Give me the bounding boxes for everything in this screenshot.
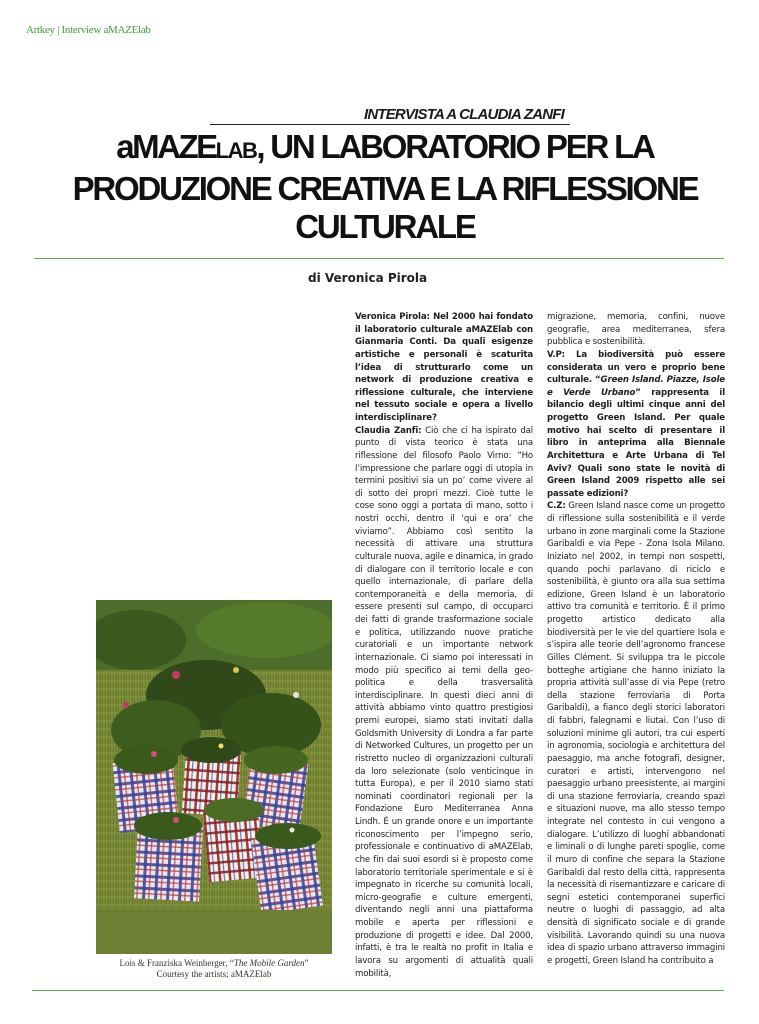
top-divider xyxy=(34,258,724,259)
speaker-label: C.Z: xyxy=(547,501,566,512)
answer-text: Ciò che ci ha ispirato dal punto di vista teorico è stata una riflessione del filosofo Paolo Virno: “Ho l’impressione che parlare oggi di utopia in termini positivi sia un po’ come vivere al di sotto dei propri mezzi. Cioè tutte le cose sono oggi a portata di mano, sotto i nostri occhi, dentro il ‘qui e ora’ che viviamo”. Abbiamo così sentito la necessità di attivare una struttura culturale nuova, agile e dinamica, in grado di dialogare con il territorio locale e con quello internazionale, di parlare della contemporaneità e della memoria, di essere presenti sul campo, di occuparci dei fatti di grande trasformazione sociale e politica, utilizzando nuove pratiche curatoriali e un importante network internazionale. Ci siamo poi interessati in modo più specifico ai temi della geo-politica e della trasversalità interdisciplinare. In questi dieci anni di attività abbiamo vinto quattro prestigiosi premi europei, siamo stati invitati dalla Goldsmith University di Londra a far parte di Networked Cultures, un progetto per un ristretto nucleo di organizzazioni culturali da loro selezionate (solo venticinque in tutta Europa), e per il 2010 siamo stati nominati coordinatori regionali per la Fondazione Euro Mediterranea Anna Lindh. È un grande onore e un importante riconoscimento per l’impegno serio, professionale e continuativo di aMAZElab, che fin dai suoi esordi si è proposto come laboratorio territoriale sperimentale e si è impegnato in ricerche su comunità locali, micro-geografie e culture emergenti, diventando negli anni una piattaforma mobile e aperta per riflessioni e produzione di progetti e idee. Dal 2000, infatti, è tra le realtà no profit in Italia e lavora su argomenti di attualità quali mobilità, xyxy=(355,425,533,979)
headline-brand-main: aMAZE xyxy=(116,128,216,165)
section-tag: Artkey | Interview aMAZElab xyxy=(26,24,151,36)
question-paragraph xyxy=(355,311,533,425)
answer-text: Green Island nasce come un progetto di riflessione sulla sostenibilità e il verde urbano in zone marginali come la Stazione Garibaldi e via Pepe - Zona Isola Milano. Iniziato nel 2002, in tempi non sospetti, quando pochi parlavano di riciclo e sostenibilità, è giunto ora alla sua settima edizione, Green Island è un laboratorio attivo tra comunità e territorio. È il primo progetto artistico dedicato alla biodiversità per le vie del quartiere Isola e s’ispira alle teorie dell’agronomo francese Gilles Clément. Si sviluppa tra le piccole botteghe artigiane che hanno iniziato la propria attività sull’asse di via Pepe (retro della stazione ferroviaria di Porta Garibaldi), a fianco degli storici laboratori di fabbri, falegnami e liutai. Con l’uso di soluzioni minime gli autori, tra cui esperti in agronomia, sociologia e architettura del paesaggio, ma anche fotografi, designer, curatori e artisti, intervengono nel paesaggio urbano preesistente, ai margini di una stazione ferroviaria, creando spazi e situazioni nuove, ma allo stesso tempo integrate nel contesto in cui vengono a dialogare. L’utilizzo di luoghi abbandonati e liminali o di lunghe pareti spoglie, come il muro di confine che separa la Stazione Garibaldi dal resto della città, rappresenta la necessità di risemantizzare e caricare di segni estetici contemporanei superfici neutre o luoghi di passaggio, ad alta densità di significato sociale e di grande visibilità. Lavorando quindi su una nuova idea di spazio urbano attraverso immagini e progetti, Green Island ha contribuito a xyxy=(547,501,725,966)
question-book-title: Green Island. Piazze, Isole e Verde Urbano xyxy=(547,375,725,398)
photo-illustration xyxy=(96,600,332,954)
kicker-text: INTERVISTA A CLAUDIA ZANFI xyxy=(363,106,564,123)
answer-paragraph xyxy=(355,425,533,981)
headline-line2: PRODUZIONE CREATIVA E LA RIFLESSIONE xyxy=(72,170,698,207)
question-text: Veronica Pirola: Nel 2000 hai fondato il laboratorio culturale aMAZElab con Gianmaria Conti. Da quali esigenze artistiche e personali è scaturita l’idea di strutturarlo come un network di produzione creativa e riflessione culturale, che interviene nel tessuto sociale e opera a livello interdisciplinare? xyxy=(355,312,533,423)
photo-caption xyxy=(96,958,332,980)
answer-text: migrazione, memoria, confini, nuove geografie, area mediterranea, sfera pubblica e sostenibilità. xyxy=(547,312,725,348)
mobile-garden-photo xyxy=(96,600,332,954)
question-paragraph xyxy=(547,349,725,501)
headline-line3: CULTURALE xyxy=(295,208,475,245)
caption-credit: Courtesy the artists; aMAZElab xyxy=(156,969,272,979)
answer-continuation xyxy=(547,311,725,349)
headline-brand xyxy=(116,128,256,165)
byline: di Veronica Pirola xyxy=(308,271,428,285)
question-text-rest: ” rappresenta il bilancio degli ultimi cinque anni del progetto Green Island. Per quale motivo hai scelto di presentare il libro in anteprima alla Biennale Architettura e Arte Urbana di Tel Aviv? Quali sono state le novità di Green Island 2009 rispetto alle sei passate edizioni? xyxy=(547,387,725,499)
caption-work-title: The Mobile Garden xyxy=(233,958,305,968)
text-column-1 xyxy=(355,311,533,980)
caption-prefix: Lois & Franziska Weinberger, “ xyxy=(119,958,234,968)
article-headline xyxy=(40,128,730,246)
text-column-2 xyxy=(547,311,725,968)
bottom-divider xyxy=(32,990,724,991)
question-text: V.P: La biodiversità può essere considerata un vero e proprio bene culturale. “ xyxy=(547,349,725,386)
headline-line1-rest: , UN LABORATORIO PER LA xyxy=(256,128,654,165)
headline-brand-small: LAB xyxy=(215,138,257,163)
caption-suffix: ” xyxy=(304,958,309,968)
speaker-label: Claudia Zanfi: xyxy=(355,425,422,436)
answer-paragraph xyxy=(547,500,725,967)
article-kicker xyxy=(210,106,570,125)
